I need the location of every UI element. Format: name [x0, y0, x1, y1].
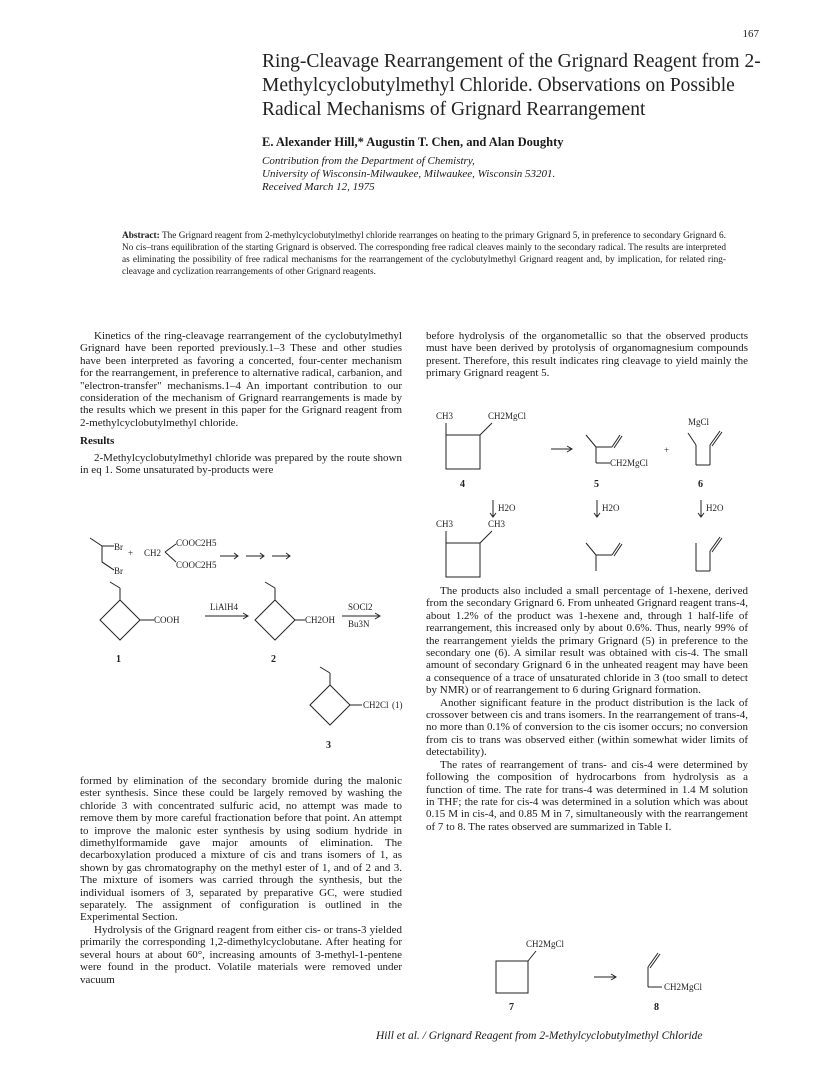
right-paragraph-1: before hydrolysis of the organometallic so that the observed products must have been derived by protolysis of organomagnesium compounds present. Therefore, this result indicates ring cleavage to yield mainly the primary Grignard reagent 5. — [426, 330, 748, 380]
abstract-text: The Grignard reagent from 2-methylcyclobutylmethyl chloride rearranges on heating to the primary Grignard 5, in preference to secondary Grignard 6. No cis–trans equilibration of the starting Grignard is observed. The corresponding free radical cleaves mainly to the secondary radical. The results are interpreted as eliminating the possibility of free radical mechanisms for the rearrangement of the cyclobutylmethyl Grignard reagent and, by implication, for related ring-cleavage and cyclization rearrangements of other Grignard reagents. — [122, 231, 727, 277]
reagent-lialh4: LiAlH4 — [210, 602, 238, 612]
reagent-plus: + — [128, 548, 134, 558]
left-column-top — [80, 330, 402, 476]
scheme-rearrangement — [426, 405, 756, 580]
compound-number-2: 2 — [271, 654, 276, 665]
abstract-label: Abstract: — [122, 231, 160, 241]
compound-4-ch3: CH3 — [436, 411, 454, 421]
right-column-top — [426, 330, 748, 380]
reagent-br-bottom: Br — [114, 566, 123, 576]
reagent-bu3n: Bu3N — [348, 619, 370, 629]
right-paragraph-3: Another significant feature in the product distribution is the lack of crossover between cis and trans isomers. In the rearrangement of trans-4, no more than 0.1% of conversion to the cis isomer occurs; no conversion from cis to trans was observed either (within somewhat wider limits of detectability). — [426, 696, 748, 759]
intro-paragraph: Kinetics of the ring-cleavage rearrangement of the cyclobutylmethyl Grignard have been reported previously.1–3 These and other studies have been interpreted as favoring a concerted, four-center mechanism for the rearrangement, in preference to alternative radical, carbanion, and "electron-transfer" mechanisms.1–4 An important contribution to our consideration of the mechanism of Grignard rearrangements is made by the results which we present in this paper for the Grignard reagent from 2-methylcyclobutylmethyl chloride. — [80, 330, 402, 429]
compound-number-4: 4 — [460, 479, 465, 490]
compound-number-6: 6 — [698, 479, 703, 490]
hydrolysis-label-6: H2O — [706, 503, 724, 513]
right-paragraph-2: The products also included a small percentage of 1-hexene, derived from the secondary Grignard 6. From unheated Grignard reagent trans-4, about 1.2% of the product was 1-hexene and, through 1 half-life of rearrangement, this increased only by about 0.6%. Thus, nearly 99% of the rearrangement yields the primary Grignard (5) in preference to the secondary one (6). A similar result was obtained with cis-4. The small amount of secondary Grignard 6 in the unheated reagent may have been a consequence of a trace of unsaturated chloride in 3 (too small to detect by NMR) or of rearrangement to 6 during Grignard formation. — [426, 585, 748, 697]
right-column-bottom — [426, 585, 748, 833]
compound-number-3: 3 — [326, 740, 331, 751]
article-title: Ring-Cleavage Rearrangement of the Grignard Reagent from 2-Methylcyclobutylmethyl Chloride. Observations on Possible Radical Mechanisms of Grignard Rearrangement — [262, 51, 761, 120]
reagent-socl2: SOCl2 — [348, 602, 373, 612]
affiliation — [262, 155, 555, 194]
results-paragraph-1: 2-Methylcyclobutylmethyl chloride was prepared by the route shown in eq 1. Some unsaturated by-products were — [80, 451, 402, 477]
page-number: 167 — [742, 28, 759, 40]
right-paragraph-4: The rates of rearrangement of trans- and cis-4 were determined by following the composition of hydrocarbons from hydrolysis as a function of time. The rate for trans-4 was determined in 1.4 M solution in THF; the rate for cis-4 was determined in a solution which was about 0.15 M in cis-4, and 0.85 M in 7, simultaneously with the rearrangement of 7 to 8. The rates observed are summarized in Table I. — [426, 758, 748, 833]
compound-3-ch2cl: CH2Cl — [363, 700, 389, 710]
received-date: Received March 12, 1975 — [262, 181, 375, 193]
product-ch3-right: CH3 — [488, 519, 506, 529]
product-ch3-left: CH3 — [436, 519, 454, 529]
products-plus: + — [664, 445, 670, 455]
compound-number-8: 8 — [654, 1002, 659, 1010]
compound-1-cooh: COOH — [154, 615, 180, 625]
reagent-cooet-bottom: COOC2H5 — [176, 560, 217, 570]
compound-number-7: 7 — [509, 1002, 514, 1010]
results-paragraph-2: formed by elimination of the secondary bromide during the malonic ester synthesis. Since these could be largely removed by washing the chloride 3 with concentrated sulfuric acid, no attempt was made to remove them by more careful fractionation before that point. An attempt to improve the malonic ester synthesis by using sodium hydride in dimethylformamide gave major amounts of elimination. The decarboxylation produced a mixture of cis and trans isomers of 1, as shown by gas chromatography on the methyl ester of 1, and of 2 and 3. The mixture of isomers was carried through the synthesis, but the individual isomers of 3, separated by preparative GC, were studied separately. The assignment of configuration is outlined in the Experimental Section. — [80, 775, 402, 924]
equation-number: (1) — [392, 700, 403, 710]
results-heading: Results — [80, 435, 115, 448]
reagent-cooet-top: COOC2H5 — [176, 538, 217, 548]
authors: E. Alexander Hill,* Augustin T. Chen, and Alan Doughty — [262, 135, 564, 149]
compound-6-mgcl: MgCl — [688, 417, 710, 427]
results-paragraph-3: Hydrolysis of the Grignard reagent from either cis- or trans-3 yielded primarily the corresponding 1,2-dimethylcyclobutane. After heating for several hours at about 60°, increasing amounts of 3-methyl-1-pentene were found in the product. Volatile materials were removed under vacuum — [80, 923, 402, 986]
reagent-br-top: Br — [114, 542, 123, 552]
left-column-bottom — [80, 775, 402, 986]
hydrolysis-label-4: H2O — [498, 503, 516, 513]
compound-number-1: 1 — [116, 654, 121, 665]
reagent-ch2: CH2 — [144, 548, 162, 558]
compound-4-ch2mgcl: CH2MgCl — [488, 411, 527, 421]
abstract — [122, 230, 726, 278]
compound-7-ch2mgcl: CH2MgCl — [526, 939, 565, 949]
affiliation-line-1: Contribution from the Department of Chemistry, — [262, 155, 475, 167]
running-footer: Hill et al. / Grignard Reagent from 2-Methylcyclobutylmethyl Chloride — [376, 1030, 703, 1042]
scheme-eq-1 — [80, 530, 410, 770]
affiliation-line-2: University of Wisconsin-Milwaukee, Milwaukee, Wisconsin 53201. — [262, 168, 556, 180]
hydrolysis-label-5: H2O — [602, 503, 620, 513]
compound-number-5: 5 — [594, 479, 599, 490]
scheme-7-to-8 — [426, 935, 756, 1010]
compound-5-ch2mgcl: CH2MgCl — [610, 458, 649, 468]
compound-8-ch2mgcl: CH2MgCl — [664, 982, 703, 992]
compound-2-ch2oh: CH2OH — [305, 615, 336, 625]
